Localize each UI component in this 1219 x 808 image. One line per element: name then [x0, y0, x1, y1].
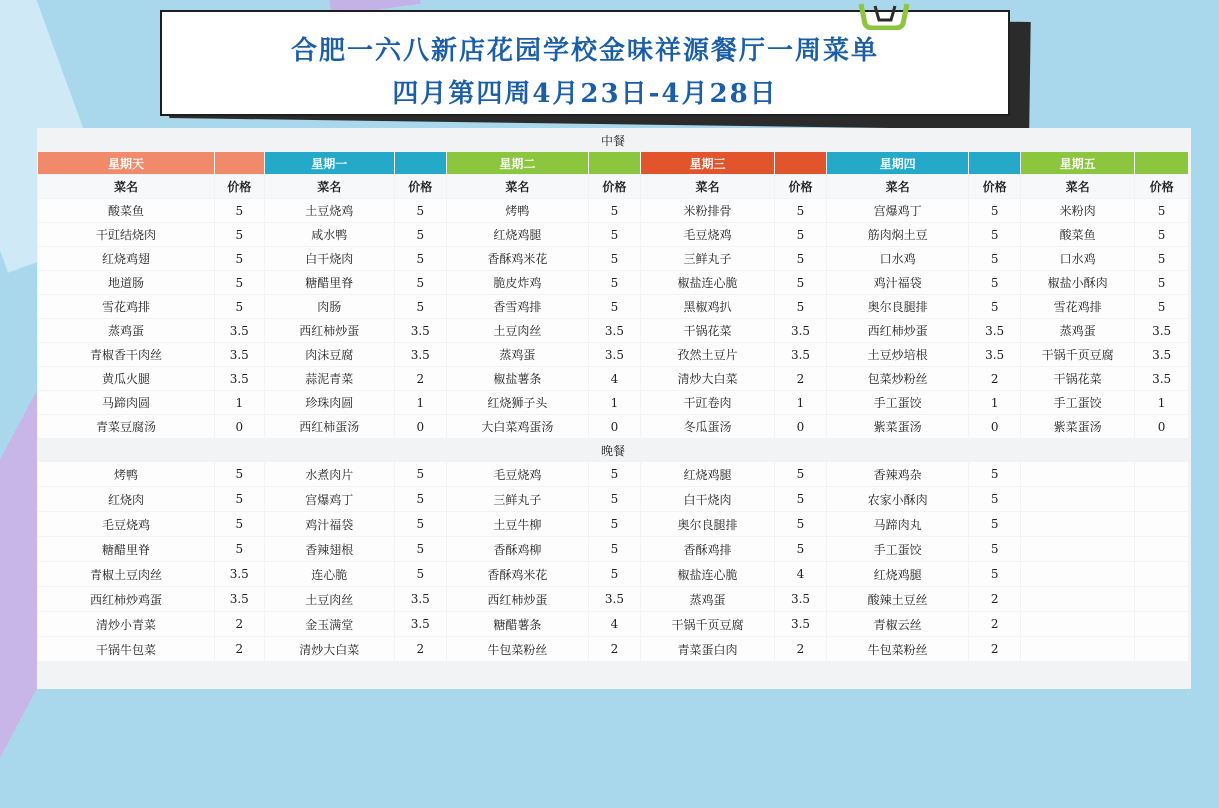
dish-name: 青椒土豆肉丝 [38, 562, 214, 586]
dish-name: 香雪鸡排 [447, 295, 589, 318]
day-header-price [589, 152, 640, 174]
dish-name: 宫爆鸡丁 [265, 487, 394, 511]
table-row [38, 415, 1188, 438]
dish-name: 紫菜蛋汤 [827, 415, 969, 438]
dish-name: 黄瓜火腿 [38, 367, 214, 390]
dish-price: 5 [589, 562, 640, 586]
dish-name: 清炒大白菜 [641, 367, 775, 390]
dish-name: 青椒云丝 [827, 612, 969, 636]
dish-name: 红烧鸡腿 [641, 462, 775, 486]
column-header-row [38, 175, 1188, 198]
dish-name: 干锅千页豆腐 [1021, 343, 1134, 366]
empty-cell [1135, 512, 1188, 536]
column-header-dish: 菜名 [1021, 175, 1134, 198]
page-title: 合肥一六八新店花园学校金味祥源餐厅一周菜单 [290, 36, 879, 66]
section-row [38, 129, 1188, 151]
dish-price: 0 [589, 415, 640, 438]
dish-name: 水煮肉片 [265, 462, 394, 486]
column-header-price: 价格 [1135, 175, 1188, 198]
dish-name: 牛包菜粉丝 [447, 637, 589, 661]
dish-name: 糖醋里脊 [265, 271, 394, 294]
dish-price: 2 [969, 637, 1020, 661]
dish-name: 毛豆烧鸡 [447, 462, 589, 486]
dish-name: 农家小酥肉 [827, 487, 969, 511]
dish-price: 5 [395, 295, 446, 318]
day-header: 星期一 [265, 152, 394, 174]
column-header-dish: 菜名 [447, 175, 589, 198]
menu-table-container [37, 128, 1191, 689]
dish-price: 3.5 [215, 587, 264, 611]
table-row [38, 343, 1188, 366]
dish-name: 连心脆 [265, 562, 394, 586]
dish-price: 5 [775, 512, 826, 536]
dish-name: 鸡汁福袋 [827, 271, 969, 294]
dish-price: 4 [589, 612, 640, 636]
empty-cell [1021, 462, 1134, 486]
table-row [38, 612, 1188, 636]
dish-name: 红烧鸡腿 [447, 223, 589, 246]
dish-name: 手工蛋饺 [1021, 391, 1134, 414]
column-header-dish: 菜名 [38, 175, 214, 198]
dish-name: 干锅牛包菜 [38, 637, 214, 661]
dish-name: 筋肉焖土豆 [827, 223, 969, 246]
dish-price: 3.5 [395, 343, 446, 366]
dish-name: 鸡汁福袋 [265, 512, 394, 536]
dish-name: 蒜泥青菜 [265, 367, 394, 390]
empty-cell [1021, 637, 1134, 661]
dish-name: 青椒香干肉丝 [38, 343, 214, 366]
dish-price: 5 [395, 537, 446, 561]
dish-price: 1 [395, 391, 446, 414]
dish-price: 5 [589, 271, 640, 294]
dish-name: 蒸鸡蛋 [38, 319, 214, 342]
dish-price: 5 [395, 271, 446, 294]
dish-price: 2 [215, 637, 264, 661]
empty-cell [1135, 462, 1188, 486]
dish-price: 5 [395, 247, 446, 270]
dish-name: 西红柿炒蛋 [265, 319, 394, 342]
empty-cell [1021, 487, 1134, 511]
dish-price: 5 [215, 487, 264, 511]
section-label: 晚餐 [38, 439, 1188, 461]
dish-price: 5 [1135, 271, 1188, 294]
column-header-dish: 菜名 [265, 175, 394, 198]
dish-price: 3.5 [1135, 343, 1188, 366]
dish-name: 大白菜鸡蛋汤 [447, 415, 589, 438]
dish-price: 3.5 [969, 319, 1020, 342]
dish-price: 2 [395, 637, 446, 661]
dish-price: 5 [775, 271, 826, 294]
dish-name: 马蹄肉圆 [38, 391, 214, 414]
dish-price: 2 [775, 367, 826, 390]
dish-price: 0 [1135, 415, 1188, 438]
empty-cell [1135, 537, 1188, 561]
empty-cell [1135, 612, 1188, 636]
dish-name: 奥尔良腿排 [641, 512, 775, 536]
dish-price: 2 [969, 587, 1020, 611]
dish-name: 脆皮炸鸡 [447, 271, 589, 294]
dish-name: 清炒大白菜 [265, 637, 394, 661]
dish-name: 干锅花菜 [1021, 367, 1134, 390]
dish-name: 口水鸡 [1021, 247, 1134, 270]
dish-name: 雪花鸡排 [1021, 295, 1134, 318]
dish-name: 香辣翅根 [265, 537, 394, 561]
dish-price: 5 [1135, 223, 1188, 246]
dish-price: 5 [969, 295, 1020, 318]
dish-price: 5 [215, 537, 264, 561]
menu-table [37, 128, 1189, 662]
dish-price: 5 [969, 462, 1020, 486]
column-header-dish: 菜名 [827, 175, 969, 198]
dish-price: 4 [589, 367, 640, 390]
dish-price: 3.5 [775, 343, 826, 366]
day-header: 星期五 [1021, 152, 1134, 174]
dish-price: 5 [969, 512, 1020, 536]
dish-price: 5 [775, 295, 826, 318]
empty-cell [1021, 562, 1134, 586]
dish-price: 2 [775, 637, 826, 661]
day-header: 星期二 [447, 152, 589, 174]
dish-price: 3.5 [775, 612, 826, 636]
dish-name: 干锅千页豆腐 [641, 612, 775, 636]
day-header: 星期三 [641, 152, 775, 174]
dish-price: 5 [215, 512, 264, 536]
dish-price: 5 [1135, 247, 1188, 270]
day-header: 星期天 [38, 152, 214, 174]
dish-name: 米粉排骨 [641, 199, 775, 222]
dish-name: 包菜炒粉丝 [827, 367, 969, 390]
dish-price: 5 [215, 462, 264, 486]
empty-cell [1135, 487, 1188, 511]
column-header-dish: 菜名 [641, 175, 775, 198]
day-header-price [1135, 152, 1188, 174]
dish-price: 3.5 [395, 319, 446, 342]
section-label: 中餐 [38, 129, 1188, 151]
dish-name: 米粉肉 [1021, 199, 1134, 222]
empty-cell [1135, 637, 1188, 661]
dish-name: 白干烧肉 [641, 487, 775, 511]
table-row [38, 199, 1188, 222]
dish-price: 3.5 [775, 319, 826, 342]
dish-price: 3.5 [589, 319, 640, 342]
dish-price: 3.5 [215, 319, 264, 342]
table-row [38, 391, 1188, 414]
dish-price: 5 [395, 512, 446, 536]
dish-price: 5 [395, 562, 446, 586]
day-header-price [775, 152, 826, 174]
dish-price: 3.5 [215, 562, 264, 586]
empty-cell [1135, 587, 1188, 611]
dish-price: 5 [1135, 199, 1188, 222]
dish-name: 干豇卷肉 [641, 391, 775, 414]
dish-name: 烤鸭 [447, 199, 589, 222]
dish-name: 红烧鸡腿 [827, 562, 969, 586]
dish-name: 蒸鸡蛋 [447, 343, 589, 366]
dish-price: 0 [775, 415, 826, 438]
dish-price: 2 [215, 612, 264, 636]
table-row [38, 637, 1188, 661]
dish-price: 3.5 [395, 612, 446, 636]
dish-name: 香酥鸡柳 [447, 537, 589, 561]
dish-name: 酸菜鱼 [38, 199, 214, 222]
section-row [38, 439, 1188, 461]
dish-price: 3.5 [1135, 367, 1188, 390]
dish-price: 5 [969, 199, 1020, 222]
dish-price: 5 [969, 223, 1020, 246]
dish-price: 5 [215, 247, 264, 270]
dish-price: 5 [589, 199, 640, 222]
dish-price: 5 [395, 487, 446, 511]
dish-name: 肉沫豆腐 [265, 343, 394, 366]
empty-cell [1021, 537, 1134, 561]
dish-price: 5 [215, 199, 264, 222]
dish-name: 椒盐小酥肉 [1021, 271, 1134, 294]
dish-price: 5 [969, 487, 1020, 511]
dish-price: 5 [775, 247, 826, 270]
dish-price: 5 [589, 512, 640, 536]
table-row [38, 562, 1188, 586]
dish-name: 土豆牛柳 [447, 512, 589, 536]
dish-name: 黑椒鸡扒 [641, 295, 775, 318]
dish-name: 白干烧肉 [265, 247, 394, 270]
dish-name: 毛豆烧鸡 [38, 512, 214, 536]
dish-price: 5 [589, 295, 640, 318]
dish-price: 5 [589, 462, 640, 486]
table-row [38, 367, 1188, 390]
dish-price: 3.5 [589, 343, 640, 366]
dish-name: 毛豆烧鸡 [641, 223, 775, 246]
dish-name: 马蹄肉丸 [827, 512, 969, 536]
dish-price: 5 [589, 223, 640, 246]
dish-name: 孜然土豆片 [641, 343, 775, 366]
dish-price: 3.5 [589, 587, 640, 611]
dish-name: 酸菜鱼 [1021, 223, 1134, 246]
dish-name: 清炒小青菜 [38, 612, 214, 636]
dish-price: 1 [775, 391, 826, 414]
dish-name: 干豇结烧肉 [38, 223, 214, 246]
dish-price: 1 [1135, 391, 1188, 414]
day-header-price [969, 152, 1020, 174]
empty-cell [1021, 587, 1134, 611]
dish-name: 酸辣土豆丝 [827, 587, 969, 611]
dish-name: 西红柿炒蛋 [827, 319, 969, 342]
dish-name: 肉肠 [265, 295, 394, 318]
dish-price: 2 [969, 367, 1020, 390]
empty-cell [1021, 612, 1134, 636]
table-row [38, 487, 1188, 511]
day-header-price [395, 152, 446, 174]
table-row [38, 537, 1188, 561]
column-header-price: 价格 [395, 175, 446, 198]
dish-price: 5 [215, 223, 264, 246]
dish-name: 椒盐连心脆 [641, 562, 775, 586]
dish-name: 土豆炒培根 [827, 343, 969, 366]
dish-name: 香酥鸡排 [641, 537, 775, 561]
dish-price: 5 [775, 462, 826, 486]
table-row [38, 223, 1188, 246]
dish-name: 蒸鸡蛋 [641, 587, 775, 611]
dish-name: 椒盐连心脆 [641, 271, 775, 294]
table-row [38, 587, 1188, 611]
dish-price: 5 [395, 462, 446, 486]
dish-price: 5 [775, 537, 826, 561]
dish-name: 三鲜丸子 [641, 247, 775, 270]
dish-name: 牛包菜粉丝 [827, 637, 969, 661]
dish-name: 红烧肉 [38, 487, 214, 511]
page-subtitle: 四月第四周4月23日-4月28日 [392, 79, 778, 109]
dish-price: 1 [589, 391, 640, 414]
dish-price: 0 [969, 415, 1020, 438]
dish-price: 5 [1135, 295, 1188, 318]
dish-price: 5 [775, 199, 826, 222]
dish-name: 糖醋薯条 [447, 612, 589, 636]
dish-name: 咸水鸭 [265, 223, 394, 246]
dish-price: 2 [589, 637, 640, 661]
dish-price: 2 [969, 612, 1020, 636]
dish-price: 5 [969, 537, 1020, 561]
column-header-price: 价格 [969, 175, 1020, 198]
table-row [38, 295, 1188, 318]
dish-price: 5 [215, 271, 264, 294]
dish-name: 手工蛋饺 [827, 391, 969, 414]
dish-price: 1 [215, 391, 264, 414]
dish-price: 0 [395, 415, 446, 438]
dish-name: 香酥鸡米花 [447, 562, 589, 586]
day-header: 星期四 [827, 152, 969, 174]
dish-price: 3.5 [395, 587, 446, 611]
dish-name: 手工蛋饺 [827, 537, 969, 561]
dish-name: 青菜蛋白肉 [641, 637, 775, 661]
dish-name: 土豆肉丝 [265, 587, 394, 611]
dish-name: 雪花鸡排 [38, 295, 214, 318]
dish-name: 地道肠 [38, 271, 214, 294]
dish-name: 宫爆鸡丁 [827, 199, 969, 222]
dish-price: 5 [395, 223, 446, 246]
dish-name: 土豆肉丝 [447, 319, 589, 342]
dish-price: 5 [215, 295, 264, 318]
dish-name: 冬瓜蛋汤 [641, 415, 775, 438]
column-header-price: 价格 [589, 175, 640, 198]
dish-price: 5 [395, 199, 446, 222]
table-row [38, 247, 1188, 270]
dish-price: 3.5 [215, 367, 264, 390]
dish-price: 4 [775, 562, 826, 586]
column-header-price: 价格 [215, 175, 264, 198]
dish-price: 1 [969, 391, 1020, 414]
day-header-price [215, 152, 264, 174]
table-row [38, 319, 1188, 342]
dish-price: 0 [215, 415, 264, 438]
dish-name: 烤鸭 [38, 462, 214, 486]
dish-name: 西红柿炒蛋 [447, 587, 589, 611]
dish-price: 3.5 [215, 343, 264, 366]
dish-price: 5 [589, 487, 640, 511]
dish-name: 香辣鸡杂 [827, 462, 969, 486]
dish-name: 紫菜蛋汤 [1021, 415, 1134, 438]
dish-price: 3.5 [1135, 319, 1188, 342]
dish-price: 3.5 [775, 587, 826, 611]
dish-name: 奥尔良腿排 [827, 295, 969, 318]
dish-name: 金玉满堂 [265, 612, 394, 636]
table-row [38, 271, 1188, 294]
dish-name: 干锅花菜 [641, 319, 775, 342]
cup-icon [855, 0, 915, 30]
dish-price: 5 [775, 487, 826, 511]
dish-name: 糖醋里脊 [38, 537, 214, 561]
dish-price: 5 [775, 223, 826, 246]
dish-name: 珍珠肉圆 [265, 391, 394, 414]
dish-price: 5 [589, 247, 640, 270]
column-header-price: 价格 [775, 175, 826, 198]
dish-name: 红烧鸡翅 [38, 247, 214, 270]
empty-cell [1021, 512, 1134, 536]
dish-name: 椒盐薯条 [447, 367, 589, 390]
table-row [38, 512, 1188, 536]
dish-name: 香酥鸡米花 [447, 247, 589, 270]
dish-name: 红烧狮子头 [447, 391, 589, 414]
dish-name: 口水鸡 [827, 247, 969, 270]
dish-price: 3.5 [969, 343, 1020, 366]
dish-name: 西红柿蛋汤 [265, 415, 394, 438]
dish-price: 5 [969, 271, 1020, 294]
empty-cell [1135, 562, 1188, 586]
dish-name: 蒸鸡蛋 [1021, 319, 1134, 342]
dish-price: 5 [969, 562, 1020, 586]
dish-price: 5 [589, 537, 640, 561]
dish-name: 土豆烧鸡 [265, 199, 394, 222]
dish-price: 2 [395, 367, 446, 390]
table-row [38, 462, 1188, 486]
dish-name: 青菜豆腐汤 [38, 415, 214, 438]
day-header-row [38, 152, 1188, 174]
dish-name: 西红柿炒鸡蛋 [38, 587, 214, 611]
dish-price: 5 [969, 247, 1020, 270]
dish-name: 三鲜丸子 [447, 487, 589, 511]
